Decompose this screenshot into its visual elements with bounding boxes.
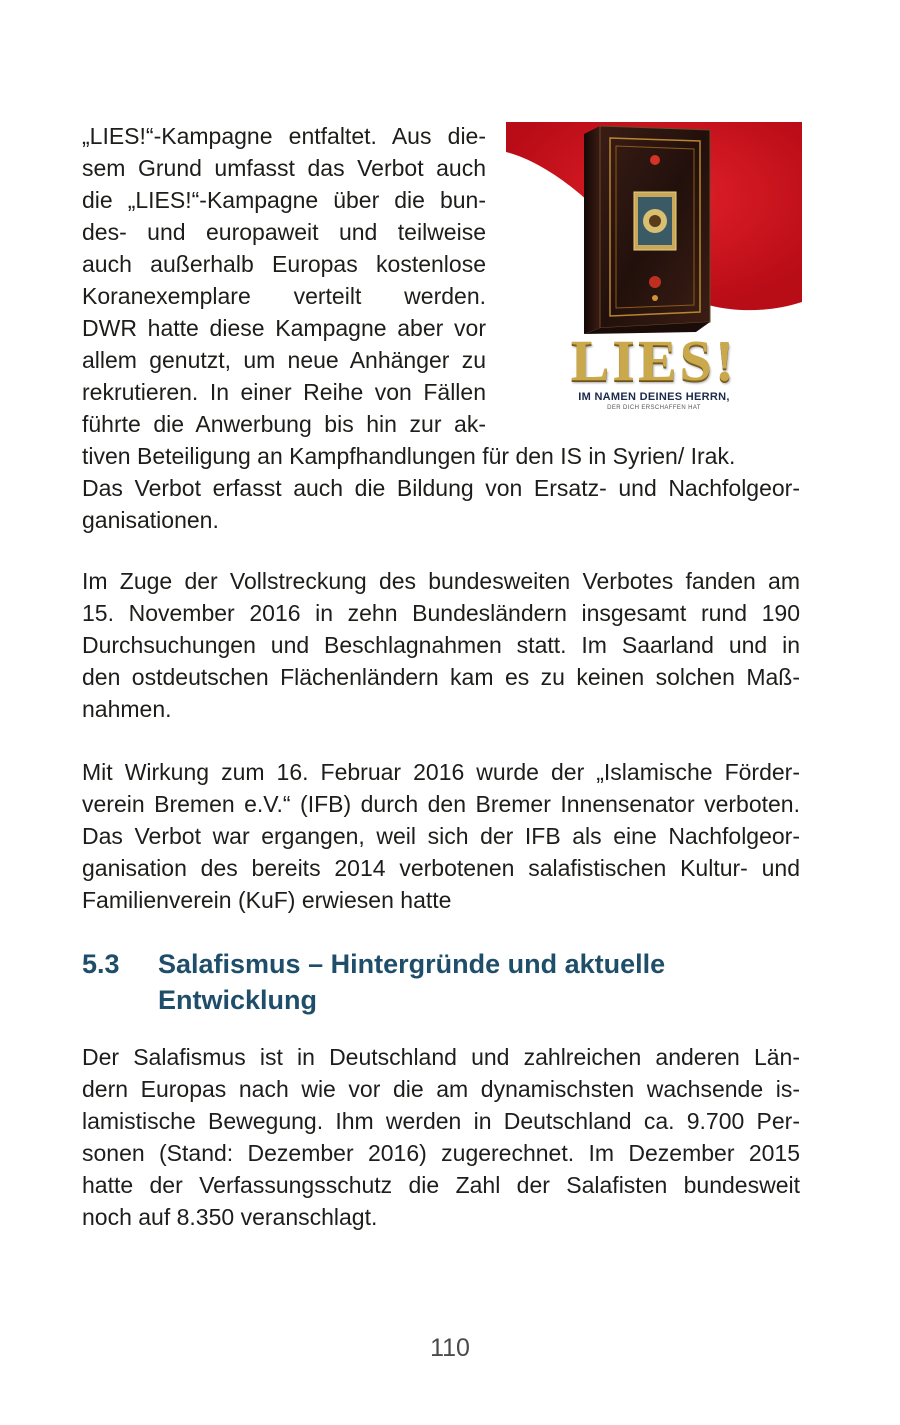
- figure-subtitle: IM NAMEN DEINES HERRN,: [578, 391, 730, 403]
- text-line: nahmen.: [82, 696, 172, 722]
- text-line: die „LIES!“-Kampagne über die bun-: [82, 187, 486, 213]
- text-line: Der Salafismus ist in Deutschland und zahlreichen anderen Län-: [82, 1044, 800, 1070]
- text-line: den ostdeutschen Flächenländern kam es zu keinen solchen Maß-: [82, 664, 800, 690]
- text-line: ganisationen.: [82, 507, 219, 533]
- text-line: lamistische Bewegung. Ihm werden in Deutschland ca. 9.700 Per-: [82, 1108, 800, 1134]
- text-line: Das Verbot war ergangen, weil sich der IFB als eine Nachfolgeor-: [82, 823, 800, 849]
- text-line: verein Bremen e.V.“ (IFB) durch den Bremer Innensenator verboten.: [82, 791, 800, 817]
- figure-title: LIES!: [570, 328, 738, 393]
- text-line: Mit Wirkung zum 16. Februar 2016 wurde der „Islamische Förder-: [82, 759, 800, 785]
- section-title-line-1: Salafismus – Hintergründe und aktuelle: [158, 949, 666, 979]
- text-line: allem genutzt, um neue Anhänger zu: [82, 347, 486, 373]
- figure-subtitle-small: DER DICH ERSCHAFFEN HAT: [607, 405, 701, 411]
- section-heading: [82, 946, 800, 1022]
- text-line: DWR hatte diese Kampagne aber vor: [82, 315, 486, 341]
- text-line: Das Verbot erfasst auch die Bildung von Ersatz- und Nachfolgeor-: [82, 475, 800, 501]
- text-line: Im Zuge der Vollstreckung des bundesweiten Verbotes fanden am: [82, 568, 800, 594]
- text-line: ganisation des bereits 2014 verbotenen salafistischen Kultur- und: [82, 855, 800, 881]
- text-line: dern Europas nach wie vor die am dynamischsten wachsende is-: [82, 1076, 800, 1102]
- text-line: sonen (Stand: Dezember 2016) zugerechnet. Im Dezember 2015: [82, 1140, 800, 1166]
- text-line: hatte der Verfassungsschutz die Zahl der Salafisten bundesweit: [82, 1172, 800, 1198]
- text-line: tiven Beteiligung an Kampfhandlungen für den IS in Syrien/ Irak.: [82, 443, 736, 469]
- section-number: 5.3: [82, 949, 120, 979]
- text-line: sem Grund umfasst das Verbot auch: [82, 155, 486, 181]
- section-title-line-2: Entwicklung: [158, 985, 318, 1015]
- text-line: 15. November 2016 in zehn Bundesländern insgesamt rund 190: [82, 600, 800, 626]
- text-line: des- und europaweit und teilweise: [82, 219, 486, 245]
- text-line: Durchsuchungen und Beschlagnahmen statt. Im Saarland und in: [82, 632, 800, 658]
- page-number: 110: [430, 1334, 470, 1362]
- text-line: noch auf 8.350 veranschlagt.: [82, 1204, 378, 1230]
- text-line: auch außerhalb Europas kostenlose: [82, 251, 486, 277]
- text-line: Koranexemplare verteilt werden.: [82, 283, 486, 309]
- text-line: führte die Anwerbung bis hin zur ak-: [82, 411, 486, 437]
- lies-campaign-image: [506, 122, 802, 418]
- text-line: rekrutieren. In einer Reihe von Fällen: [82, 379, 486, 405]
- text-line: Familienverein (KuF) erwiesen hatte: [82, 887, 452, 913]
- text-line: „LIES!“-Kampagne entfaltet. Aus die-: [82, 123, 486, 149]
